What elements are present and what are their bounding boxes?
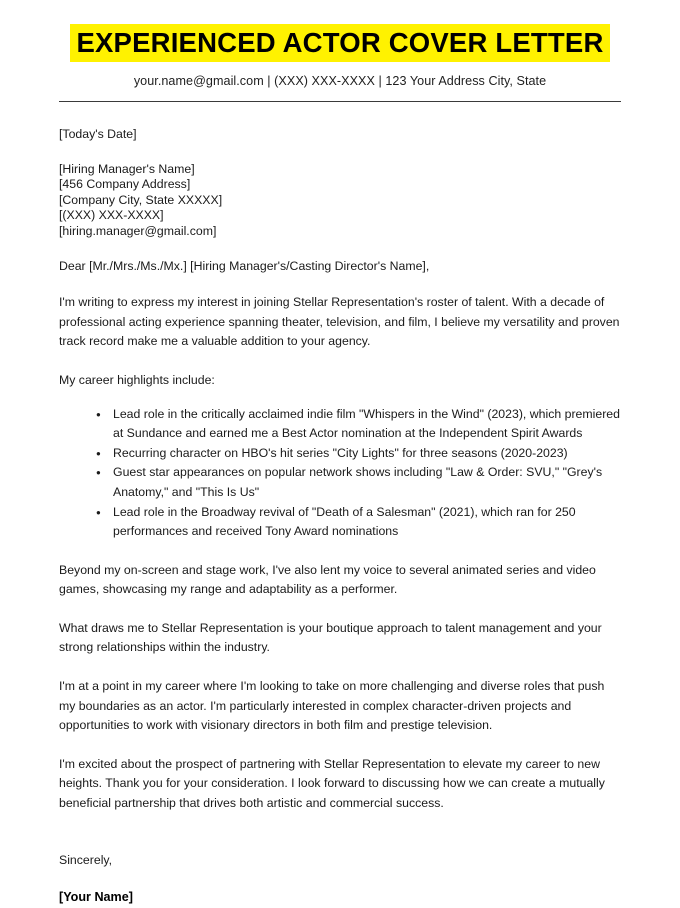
voice-work-paragraph: Beyond my on-screen and stage work, I've also lent my voice to several animated series and video games, showcasing my range and adaptability as a performer. xyxy=(59,562,596,597)
career-goals-paragraph: I'm at a point in my career where I'm looking to take on more challenging and diverse roles that push my boundaries as an actor. I'm particularly interested in complex character-driven projects and opportunities to work with visionary directors in both film and prestige television. xyxy=(59,679,605,733)
list-item: ● Lead role in the Broadway revival of "Death of a Salesman" (2021), which ran for 250 performances and received Tony Award nominations xyxy=(96,503,620,542)
recipient-email: [hiring.manager@gmail.com] xyxy=(59,223,217,238)
letter-body xyxy=(0,127,680,908)
recipient-street: [456 Company Address] xyxy=(59,177,191,192)
highlights-lead-in: My career highlights include: xyxy=(59,372,215,387)
list-item: ● Lead role in the critically acclaimed indie film "Whispers in the Wind" (2023), which premiered at Sundance and earned me a Best Actor nomination at the Independent Spirit Awards xyxy=(96,405,620,444)
salutation: Dear [Mr./Mrs./Ms./Mx.] [Hiring Manager's/Casting Director's Name], xyxy=(59,258,430,273)
closing-paragraph: I'm excited about the prospect of partnering with Stellar Representation to elevate my career to new heights. Thank you for your consideration. I look forward to discussing how we can create a mutually beneficial partnership that drives both artistic and commercial success. xyxy=(59,756,605,811)
agency-fit-paragraph: What draws me to Stellar Representation is your boutique approach to talent management and your strong relationships within the industry. xyxy=(59,620,602,655)
letter-header xyxy=(0,0,680,102)
recipient-phone: [(XXX) XXX-XXXX] xyxy=(59,208,164,223)
list-item: ● Recurring character on HBO's hit series "City Lights" for three seasons (2020-2023) xyxy=(96,444,620,464)
contact-line: your.name@gmail.com | (XXX) XXX-XXXX | 123 Your Address City, State xyxy=(133,74,547,88)
recipient-city-state-zip: [Company City, State XXXXX] xyxy=(59,192,223,207)
intro-paragraph: I'm writing to express my interest in joining Stellar Representation's roster of talent. With a decade of professional acting experience spanning theater, television, and film, I believe my versatility and proven track record make me a valuable addition to your agency. xyxy=(59,295,620,349)
recipient-name: [Hiring Manager's Name] xyxy=(59,161,195,176)
date-line: [Today's Date] xyxy=(59,127,137,141)
list-item: ● Guest star appearances on popular network shows including "Law & Order: SVU," "Grey's Anatomy," and "This Is Us" xyxy=(96,463,620,502)
highlights-list xyxy=(59,405,620,542)
page-title: EXPERIENCED ACTOR COVER LETTER xyxy=(70,24,609,62)
header-divider xyxy=(59,101,621,102)
recipient-block xyxy=(59,162,620,240)
signoff-block xyxy=(59,851,620,908)
signer-name: [Your Name] xyxy=(59,890,133,905)
closing-salutation: Sincerely, xyxy=(59,852,113,867)
